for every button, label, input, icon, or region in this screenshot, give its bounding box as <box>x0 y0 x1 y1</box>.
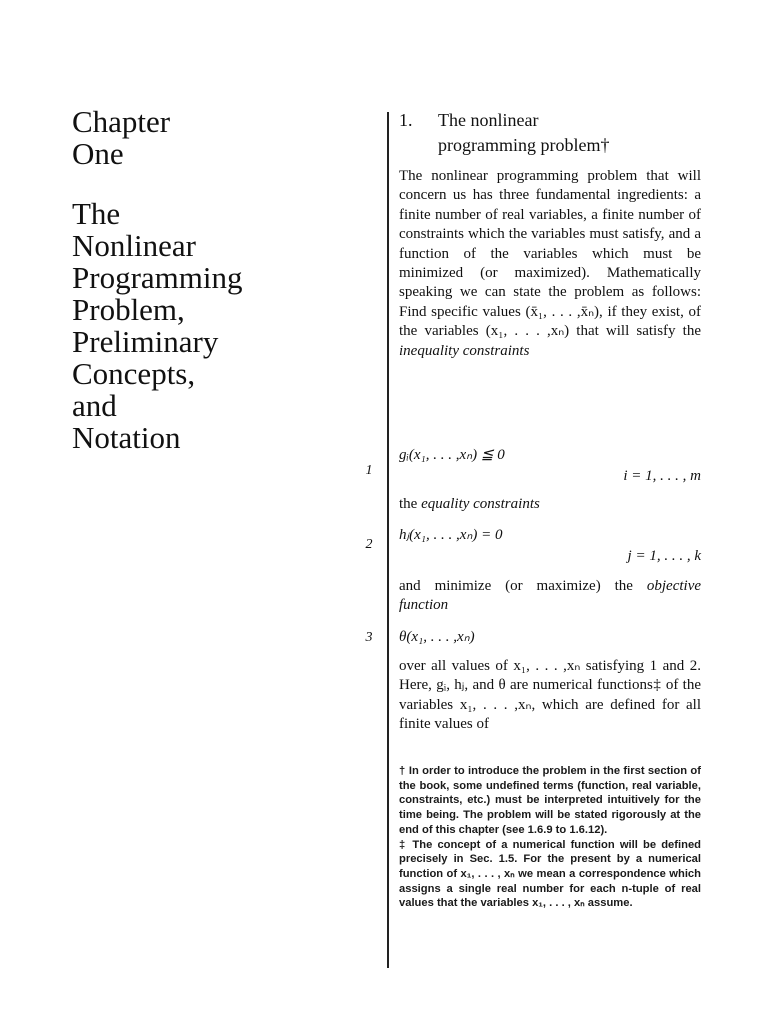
equation-1 <box>399 446 701 486</box>
chapter-title-line: Programming <box>72 260 243 295</box>
section-title-line-1: The nonlinear <box>438 110 539 130</box>
equation-3-expr: θ(x₁, . . . ,xₙ) <box>399 629 475 645</box>
section-number: 1. <box>399 110 413 130</box>
chapter-title <box>72 198 372 454</box>
footnote-dagger: † In order to introduce the problem in the first section of the book, some undefined terms (function, real variable, constraints, etc.) must be interpreted intuitively for the time being. The problem will be stated rigorously at the end of this chapter (see 1.6.9 to 1.6.12). <box>399 765 701 836</box>
chapter-title-line: Notation <box>72 420 181 455</box>
chapter-title-line: and <box>72 388 117 423</box>
equation-1-condition: i = 1, . . . , m <box>623 468 701 484</box>
closing-paragraph: over all values of x₁, . . . ,xₙ satisfying 1 and 2. Here, gᵢ, hⱼ, and θ are numerical functions‡ of the variables x₁, . . . ,xₙ, which are defined for all finite values of <box>399 658 701 733</box>
intro-paragraph <box>399 167 701 361</box>
chapter-label-line-1: Chapter <box>72 104 171 139</box>
footnote-double-dagger: ‡ The concept of a numerical function will be defined precisely in Sec. 1.5. For the present by a numerical function of x₁, . . . , xₙ we mean a correspondence which assigns a single real number for each n-tuple of real values that the variables x₁, . . . , xₙ assume. <box>399 838 701 910</box>
equation-number-2: 2 <box>365 537 373 552</box>
equality-constraints-line <box>399 496 701 513</box>
equation-number-1: 1 <box>365 463 373 478</box>
equation-2-condition: j = 1, . . . , k <box>627 548 701 564</box>
chapter-title-line: Concepts, <box>72 356 196 391</box>
equation-3 <box>399 628 701 647</box>
inequality-constraints-term: inequality constraints <box>399 342 530 359</box>
chapter-title-line: The <box>72 196 121 231</box>
chapter-title-line: Problem, <box>72 292 185 327</box>
chapter-heading <box>72 106 372 454</box>
section-title-line-2: programming problem† <box>438 135 610 155</box>
equation-2-expr: hⱼ(x₁, . . . ,xₙ) = 0 <box>399 527 503 543</box>
chapter-title-line: Nonlinear <box>72 228 196 263</box>
objective-function-term: objective function <box>399 578 702 614</box>
section-heading <box>399 108 701 158</box>
chapter-title-line: Preliminary <box>72 324 219 359</box>
equation-2 <box>399 526 701 566</box>
objective-intro-text: and minimize (or maximize) the <box>399 578 633 594</box>
equation-1-expr: gᵢ(x₁, . . . ,xₙ) ≦ 0 <box>399 447 505 463</box>
objective-intro <box>399 577 701 616</box>
footnotes <box>399 764 701 911</box>
chapter-label-line-2: One <box>72 136 124 171</box>
equality-constraints-term: equality constraints <box>421 496 540 512</box>
column-rule <box>387 112 389 968</box>
equation-number-3: 3 <box>365 630 373 645</box>
equality-intro: the <box>399 496 418 512</box>
intro-text: The nonlinear programming problem that will concern us has three fundamental ingredients: a finite number of real variables, a finite number of constraints which the variables must satisfy, and a function of the variables which must be minimized (or maximized). Mathematically speaking we can state the problem as follows: Find specific values (x̄₁, . . . ,x̄ₙ), if they exist, of the variables (x₁, . . . ,xₙ) that will satisfy the <box>399 168 701 340</box>
